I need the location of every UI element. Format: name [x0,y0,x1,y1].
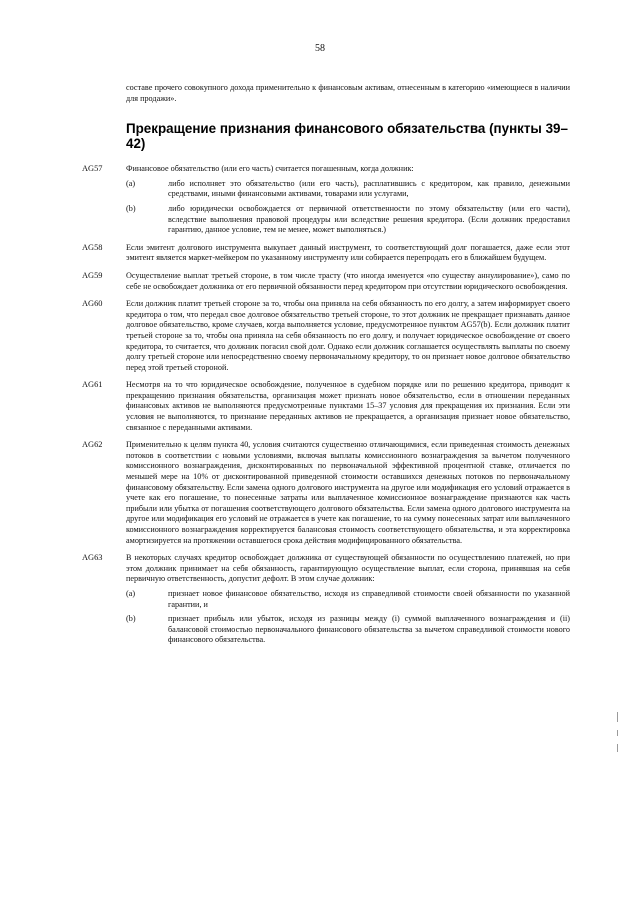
section-heading: Прекращение признания финансового обязательства (пункты 39–42) [126,121,568,152]
paragraph-text: Несмотря на то что юридическое освобождение, полученное в судебном порядке или по решению кредитора, приводит к прекращению признания обязательства, организация может признать новое обязательство, если в отношении переданных финансовых активов не выполняются предусмотренные пунктами 15–37 условия для прекращения их признания. Если эти условия не выполняются, то признание переданных активов не прекращается, а организация признает новое обязательство, связанное с переданными активами. [126,380,570,432]
paragraph-text: В некоторых случаях кредитор освобождает должника от существующей обязанности по осуществлению платежей, но при этом должник принимает на себя обязанность, гарантирующую осуществление выплат, если сторона, принявшая на себя первичную ответственность, допустит дефолт. В этом случае должник: [126,553,570,584]
paragraph-ag60 [82,299,570,373]
paragraph-number: AG59 [82,270,103,280]
paragraph-text: Применительно к целям пункта 40, условия считаются существенно отличающимися, если приведенная стоимость денежных потоков в соответствии с новыми условиями, включая выплаты комиссионного вознаграждения за вычетом полученного комиссионного вознаграждения, дисконтированных по первоначальной эффективной процентной ставке, отличается по меньшей мере на 10% от дисконтированной приведенной стоимости оставшихся денежных потоков по первоначальному финансовому обязательству. Если замена одного долгового инструмента на другое или модификация его условий отражается в учете как его погашение, то понесенные затраты или выплаченное комиссионное вознаграждение признаются как часть прибыли или убытка от погашения соответствующего долгового обязательства. Если замена одного долгового инструмента на другое или модификация его условий не отражается в учете как погашение, то на сумму понесенных затрат или выплаченного комиссионного вознаграждения корректируется балансовая стоимость соответствующего обязательства, и эта корректировка амортизируется на протяжении оставшегося срока действия модифицированного обязательства. [126,440,570,545]
page-number: 58 [315,43,325,54]
scan-margin-mark [617,730,618,736]
paragraph-number: AG63 [82,553,103,563]
paragraph-ag58 [82,243,570,264]
paragraph-number: AG61 [82,380,103,390]
paragraph-ag63 [82,553,570,646]
list-item-label: (a) [126,588,136,598]
paragraph-text: Финансовое обязательство (или его часть) считается погашенным, когда должник: [126,164,414,174]
paragraph-ag61 [82,380,570,433]
list-item [126,204,570,236]
list-item-text: либо исполняет это обязательство (или его часть), расплатившись с кредитором, как правило, денежными средствами, иными финансовыми активами, товарами или услугами, [168,178,570,199]
paragraph-text: Осуществление выплат третьей стороне, в том числе трасту (что иногда именуется «по существу аннулирование»), само по себе не освобождает должника от его первичной обязанности перед кредитором при отсутствии юридического освобождения. [126,270,570,291]
paragraph-text: Если эмитент долгового инструмента выкупает данный инструмент, то соответствующий долг погашается, даже если этот эмитент является маркет-мейкером по указанному инструменту или собирается перепродать его в ближайшем будущем. [126,242,570,263]
list-item-label: (b) [126,203,136,213]
paragraph-number: AG60 [82,299,103,309]
paragraph-number: AG62 [82,440,103,450]
paragraph-number: AG58 [82,242,103,252]
list-item [126,589,570,610]
paragraph-number: AG57 [82,164,103,174]
intro-paragraph: составе прочего совокупного дохода применительно к финансовым активам, отнесенным в категорию «имеющиеся в наличии для продажи». [126,83,570,103]
scan-margin-mark [617,712,618,722]
list-item-label: (b) [126,614,136,624]
list-item-label: (a) [126,178,136,188]
scan-margin-mark [617,744,618,752]
page-content [82,83,570,653]
paragraph-text: Если должник платит третьей стороне за то, чтобы она приняла на себя обязанность по его долгу, а затем информирует своего кредитора о том, что передал свое долговое обязательство третьей стороне, то этот должник не прекращает признавать данное долговое обязательство, кроме случаев, когда выполняется условие, предусмотренное пунктом AG57(b). Если должник платит третьей стороне за то, чтобы она приняла на себя обязанность по его долгу, и получает юридическое освобождение от своего кредитора, то считается, что должник погасил свой долг. Однако если должник соглашается осуществлять выплаты по своему долгу третьей стороне или непосредственно своему первоначальному кредитору, то он признает новое долговое обязательство перед этой третьей стороной. [126,299,570,372]
list-item-text: признает новое финансовое обязательство, исходя из справедливой стоимости своей обязанности по указанной гарантии, и [168,588,570,609]
list-item-text: либо юридически освобождается от первичной ответственности по этому обязательству (или его части), вследствие выполнения правовой процедуры или вследствие решения кредитора. (Если должник предоставил гарантию, данное условие, тем не менее, может выполняться.) [168,203,570,235]
paragraph-ag62 [82,440,570,546]
list-item [126,179,570,200]
list-item-text: признает прибыль или убыток, исходя из разницы между (i) суммой выплаченного вознаграждения и (ii) балансовой стоимостью первоначального финансового обязательства за вычетом справедливой стоимости нового финансового обязательства. [168,614,570,645]
paragraph-ag59 [82,271,570,292]
list-item [126,614,570,646]
paragraph-ag57 [82,164,570,236]
